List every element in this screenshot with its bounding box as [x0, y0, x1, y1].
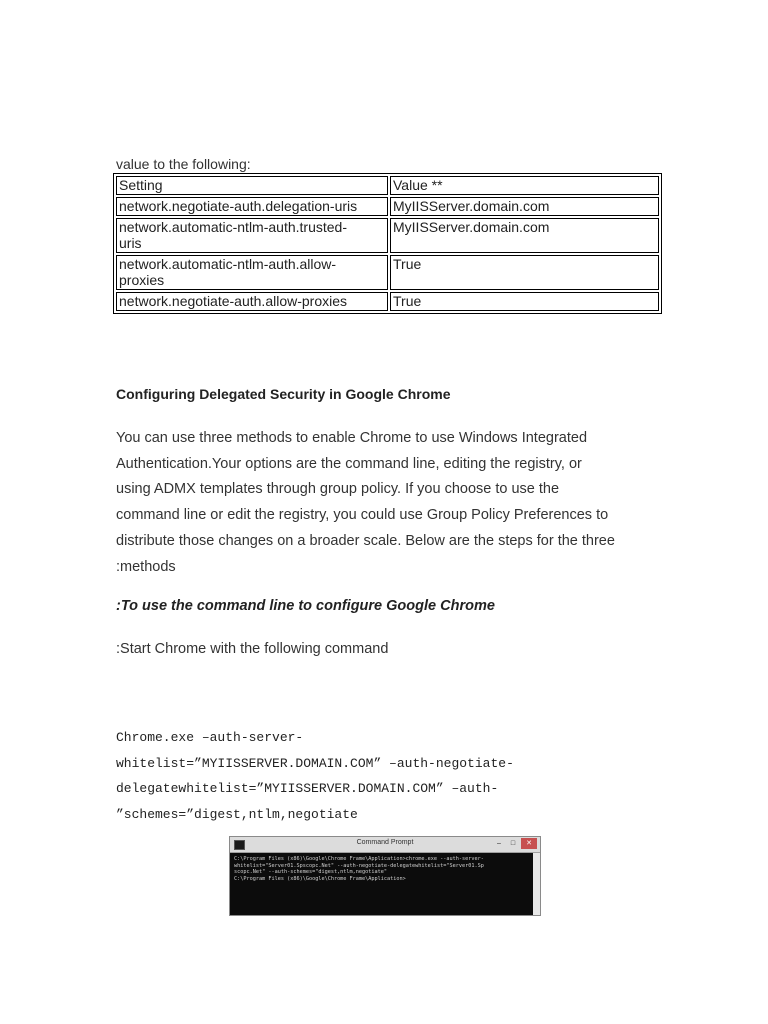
paragraph-line: You can use three methods to enable Chrome to use Windows Integrated [116, 430, 588, 446]
setting-line: network.automatic-ntlm-auth.trusted- [119, 219, 347, 235]
paragraph-line: distribute those changes on a broader scale. Below are the steps for the three [116, 532, 615, 549]
setting-line: proxies [119, 272, 165, 288]
setting-line: network.automatic-ntlm-auth.allow- [119, 256, 337, 272]
value-cell: True [390, 292, 659, 311]
setting-cell: network.negotiate-auth.allow-proxies [116, 292, 388, 311]
close-icon: ✕ [521, 838, 537, 849]
console-line: whitelist="Server01.Spscopc.Net" --auth-negotiate-delegatewhitelist="Server01.Sp [234, 862, 484, 869]
window-titlebar [230, 837, 540, 853]
value-cell: MyIISServer.domain.com [390, 218, 659, 253]
paragraph-line: using ADMX templates through group policy. If you choose to use the [116, 481, 560, 498]
window-controls [493, 838, 537, 849]
instruction-text: :Start Chrome with the following command [116, 641, 389, 657]
paragraph-line: command line or edit the registry, you could use Group Policy Preferences to [116, 507, 609, 524]
table-row [116, 292, 659, 311]
table-row [116, 218, 659, 253]
value-cell: True [390, 255, 659, 290]
settings-table [113, 173, 662, 314]
paragraph-line: Authentication.Your options are the command line, editing the registry, or [116, 455, 582, 472]
code-block [116, 725, 514, 828]
console-line: C:\Program Files (x86)\Google\Chrome Frame\Application> [234, 875, 406, 882]
code-line: delegatewhitelist=”MYIISSERVER.DOMAIN.COM” –auth- [116, 781, 499, 797]
maximize-icon: □ [510, 840, 516, 847]
setting-line: uris [119, 235, 142, 251]
code-line: Chrome.exe –auth-server- [116, 730, 304, 745]
scrollbar [533, 853, 540, 915]
table-row [116, 255, 659, 290]
setting-cell [116, 218, 388, 253]
intro-text: value to the following: [116, 156, 251, 172]
paragraph-line: :methods [116, 558, 176, 575]
minimize-icon: – [497, 840, 501, 847]
table-header-row [116, 176, 659, 195]
console-output [234, 856, 536, 882]
setting-cell: network.negotiate-auth.delegation-uris [116, 197, 388, 216]
code-line: ”schemes=”digest,ntlm,negotiate [116, 807, 358, 823]
console-line: C:\Program Files (x86)\Google\Chrome Frame\Application>chrome.exe --auth-server- [234, 856, 484, 862]
command-prompt-screenshot [229, 836, 541, 916]
table-row [116, 197, 659, 216]
column-header-value: Value ** [390, 176, 659, 195]
section-heading: Configuring Delegated Security in Google Chrome [116, 386, 451, 402]
intro-paragraph [116, 426, 661, 580]
value-cell: MyIISServer.domain.com [390, 197, 659, 216]
subsection-heading: :To use the command line to configure Google Chrome [116, 598, 495, 614]
setting-cell [116, 255, 388, 290]
window-title: Command Prompt [356, 839, 414, 846]
code-line: whitelist=”MYIISSERVER.DOMAIN.COM” –auth-negotiate- [116, 755, 514, 771]
column-header-setting: Setting [116, 176, 388, 195]
console-line: scopc.Net" --auth-schemes="digest,ntlm,negotiate" [234, 869, 388, 875]
